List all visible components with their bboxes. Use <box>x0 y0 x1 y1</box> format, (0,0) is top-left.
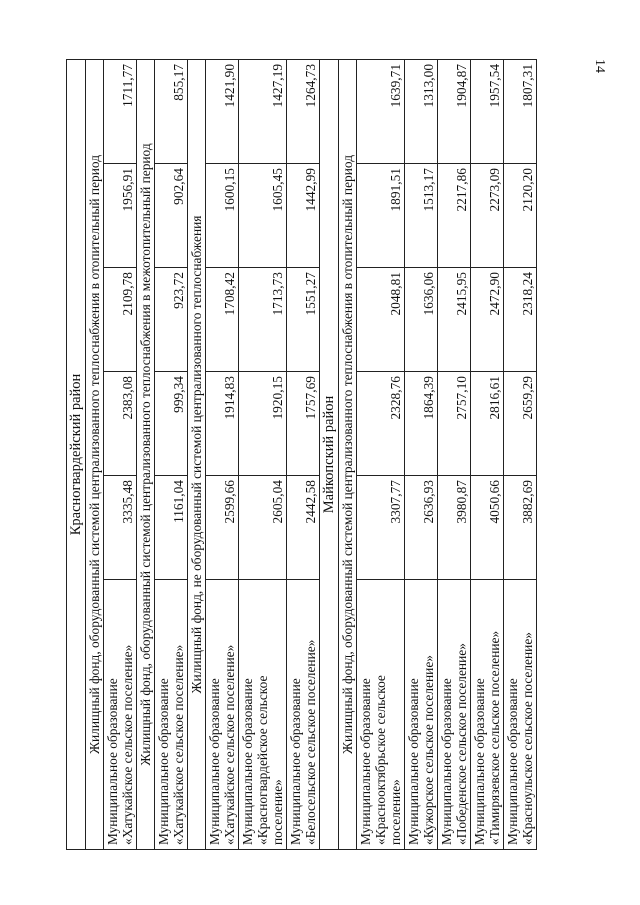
section-header-row <box>86 59 104 849</box>
value-cell: 2442,58 <box>287 476 320 580</box>
municipality-name-line: Муниципальное образование <box>288 678 304 845</box>
municipality-name-line: Муниципальное образование <box>406 678 422 845</box>
value-cell: 1442,99 <box>287 164 320 268</box>
table-row <box>206 59 239 849</box>
value-cell: 1551,27 <box>287 268 320 372</box>
value-cell: 3335,48 <box>104 476 137 580</box>
value-cell: 1421,90 <box>206 59 239 163</box>
municipality-name-cell <box>206 580 239 850</box>
value-cell: 2328,76 <box>357 372 405 476</box>
municipality-name-line: поселение» <box>388 779 404 845</box>
municipality-name-line: «Краснооктябрьское сельское <box>373 675 389 845</box>
region-header-row <box>320 59 339 849</box>
value-cell: 1807,31 <box>504 59 537 163</box>
municipality-name-line: поселение» <box>270 779 286 845</box>
municipality-name-line: «Победенское сельское поселение» <box>454 643 470 845</box>
municipality-name-cell <box>239 580 287 850</box>
region-title: Красногвардейский район <box>67 59 86 849</box>
section-header-row <box>188 59 206 849</box>
municipality-name-cell <box>357 580 405 850</box>
value-cell: 2472,90 <box>471 268 504 372</box>
value-cell: 2217,86 <box>438 164 471 268</box>
value-cell: 1891,51 <box>357 164 405 268</box>
value-cell: 2109,78 <box>104 268 137 372</box>
table-row <box>504 59 537 849</box>
value-cell: 1513,17 <box>405 164 438 268</box>
value-cell: 2757,10 <box>438 372 471 476</box>
value-cell: 999,34 <box>155 372 188 476</box>
value-cell: 1161,04 <box>155 476 188 580</box>
table-row <box>357 59 405 849</box>
value-cell: 1605,45 <box>239 164 287 268</box>
page-number: 14 <box>592 59 607 73</box>
value-cell: 1708,42 <box>206 268 239 372</box>
municipality-name-line: «Хатукайское сельское поселение» <box>120 644 136 845</box>
value-cell: 1264,73 <box>287 59 320 163</box>
municipality-name-cell <box>405 580 438 850</box>
table-row <box>104 59 137 849</box>
value-cell: 1757,69 <box>287 372 320 476</box>
value-cell: 2048,81 <box>357 268 405 372</box>
value-cell: 2816,61 <box>471 372 504 476</box>
value-cell: 1636,06 <box>405 268 438 372</box>
municipality-name-line: Муниципальное образование <box>439 678 455 845</box>
table-row <box>155 59 188 849</box>
value-cell: 2415,95 <box>438 268 471 372</box>
municipality-name-cell <box>104 580 137 850</box>
municipality-name-line: «Хатукайское сельское поселение» <box>171 644 187 845</box>
value-cell: 2636,93 <box>405 476 438 580</box>
value-cell: 2599,66 <box>206 476 239 580</box>
region-title: Майкопский район <box>320 59 339 849</box>
value-cell: 1313,00 <box>405 59 438 163</box>
section-title: Жилищный фонд, оборудованный системой централизованного теплоснабжения в межотопительный период <box>137 59 155 849</box>
value-cell: 902,64 <box>155 164 188 268</box>
value-cell: 2659,29 <box>504 372 537 476</box>
municipality-name-cell <box>287 580 320 850</box>
rotated-table-frame <box>66 60 586 850</box>
municipality-name-line: Муниципальное образование <box>105 678 121 845</box>
value-cell: 855,17 <box>155 59 188 163</box>
value-cell: 1427,19 <box>239 59 287 163</box>
value-cell: 2383,08 <box>104 372 137 476</box>
value-cell: 1957,54 <box>471 59 504 163</box>
municipality-name-cell <box>438 580 471 850</box>
value-cell: 1639,71 <box>357 59 405 163</box>
region-header-row <box>67 59 86 849</box>
section-header-row <box>339 59 357 849</box>
municipality-name-line: Муниципальное образование <box>156 678 172 845</box>
municipality-name-line: «Красноульское сельское поселение» <box>520 632 536 845</box>
value-cell: 1904,87 <box>438 59 471 163</box>
municipality-name-line: «Тимирязевское сельское поселение» <box>487 630 503 845</box>
municipality-name-cell <box>155 580 188 850</box>
value-cell: 3307,77 <box>357 476 405 580</box>
value-cell: 1956,91 <box>104 164 137 268</box>
municipality-name-line: «Белосельское сельское поселение» <box>303 639 319 845</box>
municipality-name-line: Муниципальное образование <box>207 678 223 845</box>
value-cell: 3882,69 <box>504 476 537 580</box>
value-cell: 1713,73 <box>239 268 287 372</box>
municipality-name-line: Муниципальное образование <box>358 678 374 845</box>
value-cell: 4050,66 <box>471 476 504 580</box>
municipality-name-line: Муниципальное образование <box>240 678 256 845</box>
section-title: Жилищный фонд, оборудованный системой централизованного теплоснабжения в отопительный период <box>86 59 104 849</box>
municipality-name-line: «Красногвардейское сельское <box>255 675 271 845</box>
value-cell: 2318,24 <box>504 268 537 372</box>
table-row <box>287 59 320 849</box>
table-row <box>438 59 471 849</box>
value-cell: 3980,87 <box>438 476 471 580</box>
value-cell: 2273,09 <box>471 164 504 268</box>
municipality-name-line: Муниципальное образование <box>505 678 521 845</box>
municipality-name-line: «Кужорское сельское поселение» <box>421 655 437 845</box>
table-row <box>405 59 438 849</box>
value-cell: 2605,04 <box>239 476 287 580</box>
section-header-row <box>137 59 155 849</box>
value-cell: 2120,20 <box>504 164 537 268</box>
value-cell: 1864,39 <box>405 372 438 476</box>
municipality-name-cell <box>504 580 537 850</box>
value-cell: 1914,83 <box>206 372 239 476</box>
value-cell: 1600,15 <box>206 164 239 268</box>
municipality-name-line: «Хатукайское сельское поселение» <box>222 644 238 845</box>
table-row <box>471 59 504 849</box>
rotated-table-content <box>66 60 586 850</box>
section-title: Жилищный фонд, оборудованный системой централизованного теплоснабжения в отопительный период <box>339 59 357 849</box>
value-cell: 1711,77 <box>104 59 137 163</box>
municipality-name-line: Муниципальное образование <box>472 678 488 845</box>
section-title: Жилищный фонд, не оборудованный системой централизованного теплоснабжения <box>188 59 206 849</box>
tariff-table <box>66 59 537 850</box>
table-body <box>67 59 537 849</box>
table-row <box>239 59 287 849</box>
municipality-name-cell <box>471 580 504 850</box>
value-cell: 1920,15 <box>239 372 287 476</box>
value-cell: 923,72 <box>155 268 188 372</box>
